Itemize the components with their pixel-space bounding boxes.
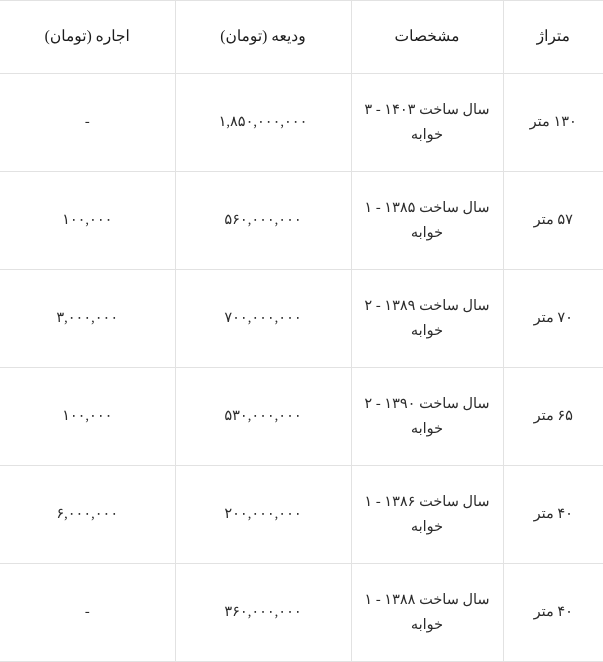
cell-area: ۱۳۰ متر: [503, 74, 603, 172]
column-header-deposit: ودیعه (تومان): [175, 1, 351, 74]
cell-specs: سال ساخت ۱۳۸۸ - ۱ خوابه: [351, 564, 503, 662]
cell-specs: سال ساخت ۱۳۸۹ - ۲ خوابه: [351, 270, 503, 368]
cell-deposit: ۵۳۰,۰۰۰,۰۰۰: [175, 368, 351, 466]
column-header-area: متراژ: [503, 1, 603, 74]
cell-rent: -: [0, 74, 175, 172]
cell-rent: ۶,۰۰۰,۰۰۰: [0, 466, 175, 564]
cell-rent: ۳,۰۰۰,۰۰۰: [0, 270, 175, 368]
cell-specs: سال ساخت ۱۴۰۳ - ۳ خوابه: [351, 74, 503, 172]
table-header: [0, 1, 603, 74]
cell-area: ۴۰ متر: [503, 466, 603, 564]
cell-rent: ۱۰۰,۰۰۰: [0, 172, 175, 270]
cell-deposit: ۲۰۰,۰۰۰,۰۰۰: [175, 466, 351, 564]
column-header-specs: مشخصات: [351, 1, 503, 74]
table-row: [0, 466, 603, 564]
cell-rent: -: [0, 564, 175, 662]
cell-deposit: ۱,۸۵۰,۰۰۰,۰۰۰: [175, 74, 351, 172]
table-header-row: [0, 1, 603, 74]
table-row: [0, 564, 603, 662]
table-row: [0, 368, 603, 466]
cell-area: ۴۰ متر: [503, 564, 603, 662]
cell-deposit: ۷۰۰,۰۰۰,۰۰۰: [175, 270, 351, 368]
cell-rent: ۱۰۰,۰۰۰: [0, 368, 175, 466]
table-body: [0, 74, 603, 662]
cell-specs: سال ساخت ۱۳۹۰ - ۲ خوابه: [351, 368, 503, 466]
cell-area: ۶۵ متر: [503, 368, 603, 466]
cell-deposit: ۵۶۰,۰۰۰,۰۰۰: [175, 172, 351, 270]
cell-area: ۷۰ متر: [503, 270, 603, 368]
column-header-rent: اجاره (تومان): [0, 1, 175, 74]
cell-specs: سال ساخت ۱۳۸۶ - ۱ خوابه: [351, 466, 503, 564]
table-row: [0, 172, 603, 270]
cell-deposit: ۳۶۰,۰۰۰,۰۰۰: [175, 564, 351, 662]
cell-specs: سال ساخت ۱۳۸۵ - ۱ خوابه: [351, 172, 503, 270]
table-row: [0, 74, 603, 172]
cell-area: ۵۷ متر: [503, 172, 603, 270]
table-row: [0, 270, 603, 368]
